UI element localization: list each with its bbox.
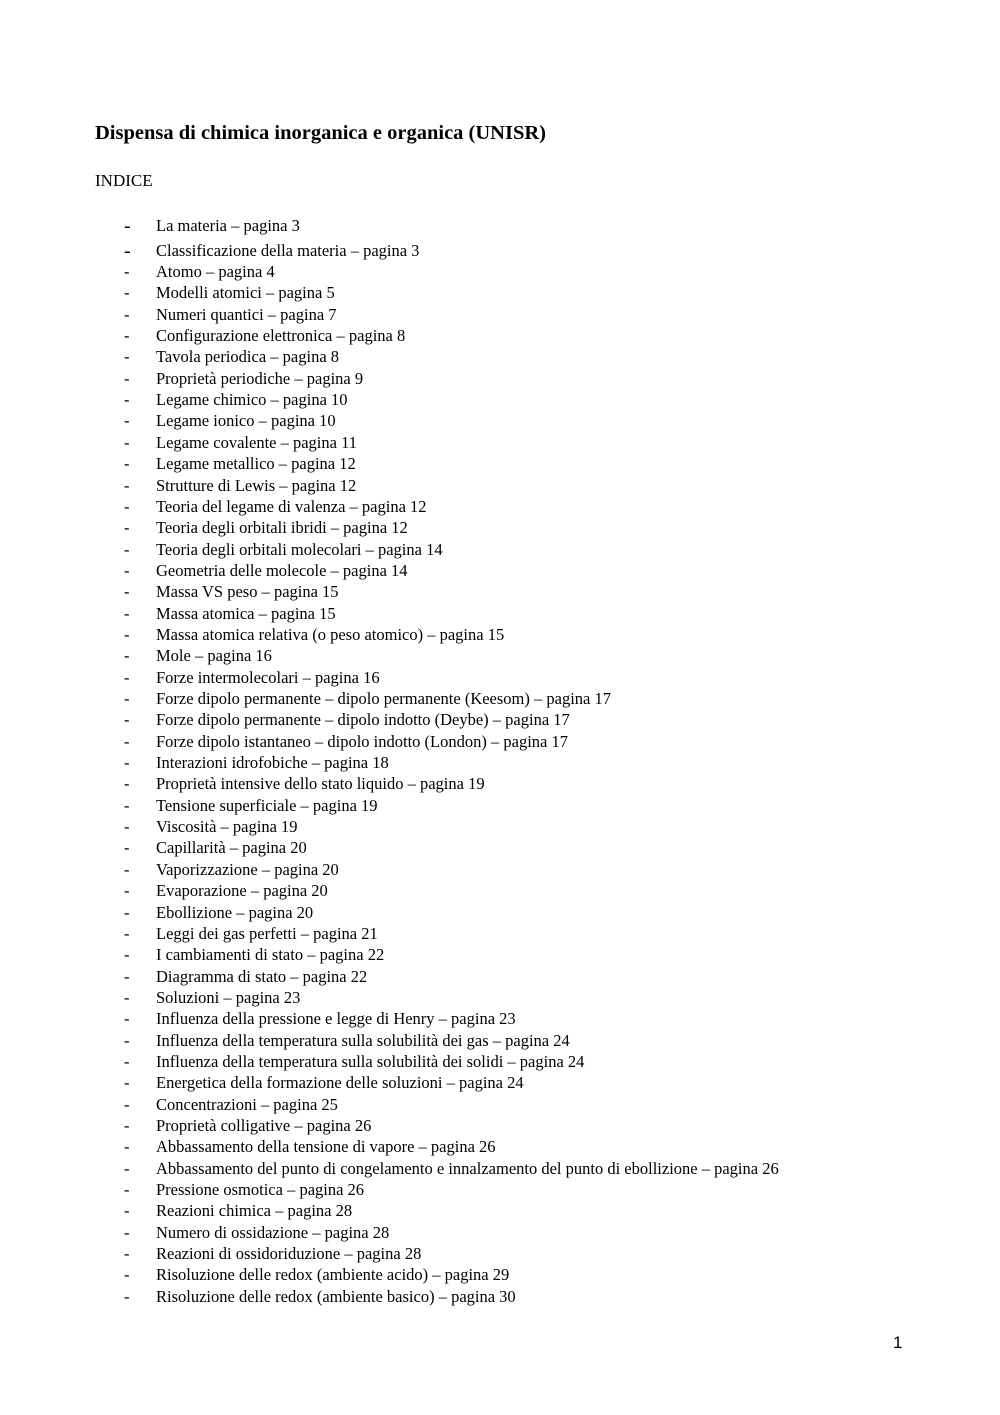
toc-item-text: Abbassamento del punto di congelamento e innalzamento del punto di ebollizione – pagina 26 (156, 1158, 779, 1178)
toc-bullet-dash: - (124, 560, 130, 580)
toc-item-text: Evaporazione – pagina 20 (156, 881, 328, 901)
toc-item-text: Tavola periodica – pagina 8 (156, 347, 340, 367)
toc-item-text: Teoria degli orbitali ibridi – pagina 12 (156, 518, 408, 538)
toc-item (0, 1136, 900, 1158)
toc-item (0, 240, 900, 262)
toc-item (0, 368, 900, 390)
toc-item (0, 346, 900, 368)
toc-bullet-dash: - (124, 262, 130, 281)
toc-bullet-dash: - (124, 326, 130, 346)
toc-item (0, 1072, 900, 1094)
toc-item-text: Pressione osmotica – pagina 26 (156, 1180, 365, 1200)
toc-item (0, 731, 900, 753)
toc-bullet-dash: - (124, 1051, 130, 1071)
toc-item (0, 215, 900, 237)
toc-item (0, 1264, 900, 1286)
toc-item-text: Massa atomica – pagina 15 (156, 603, 336, 623)
toc-item-text: Vaporizzazione – pagina 20 (156, 859, 339, 879)
toc-bullet-dash: - (124, 1137, 130, 1157)
toc-item (0, 389, 900, 411)
toc-bullet-dash: - (124, 347, 130, 367)
toc-item (0, 923, 900, 945)
toc-bullet-dash: - (124, 390, 130, 410)
toc-item (0, 581, 900, 603)
toc-item (0, 1200, 900, 1222)
toc-item-text: Numero di ossidazione – pagina 28 (156, 1222, 390, 1242)
toc-item (0, 1222, 900, 1244)
toc-item-text: Strutture di Lewis – pagina 12 (156, 475, 357, 495)
toc-item-text: Forze dipolo permanente – dipolo permanente (Keesom) – pagina 17 (156, 689, 611, 708)
toc-bullet-dash: - (124, 215, 131, 237)
toc-item-text: Concentrazioni – pagina 25 (156, 1094, 338, 1114)
toc-item-text: Forze intermolecolari – pagina 16 (156, 667, 380, 687)
toc-bullet-dash: - (124, 304, 130, 324)
toc-bullet-dash: - (124, 582, 130, 602)
toc-item-text: Tensione superficiale – pagina 19 (156, 795, 378, 815)
toc-item (0, 795, 900, 817)
toc-item-text: Numeri quantici – pagina 7 (156, 304, 337, 324)
toc-bullet-dash: - (124, 368, 130, 388)
toc-item-text: Risoluzione delle redox (ambiente acido) – pagina 29 (156, 1265, 510, 1285)
toc-bullet-dash: - (124, 1180, 130, 1200)
toc-bullet-dash: - (124, 432, 130, 452)
toc-bullet-dash: - (124, 902, 130, 922)
toc-item (0, 667, 900, 689)
toc-bullet-dash: - (124, 1094, 130, 1114)
toc-bullet-dash: - (124, 518, 130, 538)
toc-bullet-dash: - (124, 475, 130, 495)
toc-bullet-dash: - (124, 240, 131, 262)
toc-bullet-dash: - (124, 624, 130, 644)
toc-item-text: Proprietà periodiche – pagina 9 (156, 368, 364, 388)
toc-item (0, 1158, 900, 1180)
toc-item-text: Influenza della pressione e legge di Henry – pagina 23 (156, 1009, 516, 1029)
toc-item (0, 539, 900, 561)
toc-item (0, 560, 900, 582)
toc-item-text: Proprietà colligative – pagina 26 (156, 1116, 372, 1135)
toc-item (0, 624, 900, 646)
toc-bullet-dash: - (124, 881, 130, 901)
toc-item-text: Reazioni chimica – pagina 28 (156, 1201, 353, 1221)
toc-bullet-dash: - (124, 454, 130, 474)
toc-item-text: Modelli atomici – pagina 5 (156, 283, 335, 303)
toc-item (0, 475, 900, 497)
toc-item-text: Teoria del legame di valenza – pagina 12 (156, 496, 427, 516)
toc-item (0, 709, 900, 731)
toc-bullet-dash: - (124, 1116, 130, 1135)
toc-item (0, 261, 900, 283)
toc-item (0, 603, 900, 625)
toc-item-text: Energetica della formazione delle soluzioni – pagina 24 (156, 1073, 524, 1093)
toc-item-text: Risoluzione delle redox (ambiente basico) – pagina 30 (156, 1286, 516, 1306)
toc-item (0, 816, 900, 838)
toc-bullet-dash: - (124, 859, 130, 879)
toc-bullet-dash: - (124, 1030, 130, 1050)
toc-item (0, 880, 900, 902)
toc-bullet-dash: - (124, 1158, 130, 1178)
toc-bullet-dash: - (124, 1073, 130, 1093)
toc-item-text: Mole – pagina 16 (156, 646, 272, 666)
toc-item (0, 1243, 900, 1265)
toc-item (0, 966, 900, 988)
toc-item-text: Massa VS peso – pagina 15 (156, 582, 339, 602)
toc-bullet-dash: - (124, 966, 130, 986)
toc-item (0, 304, 900, 326)
toc-bullet-dash: - (124, 1201, 130, 1221)
toc-item (0, 902, 900, 924)
toc-item-text: Diagramma di stato – pagina 22 (156, 966, 368, 986)
toc-item-text: Ebollizione – pagina 20 (156, 902, 314, 922)
toc-item-text: Leggi dei gas perfetti – pagina 21 (156, 923, 378, 943)
index-heading: INDICE (95, 171, 153, 190)
toc-item (0, 837, 900, 859)
toc-item-text: La materia – pagina 3 (156, 216, 300, 235)
toc-item-text: Capillarità – pagina 20 (156, 838, 307, 858)
toc-item-text: Viscosità – pagina 19 (156, 817, 298, 837)
toc-item-text: Massa atomica relativa (o peso atomico) – pagina 15 (156, 624, 505, 644)
toc-bullet-dash: - (124, 731, 130, 751)
toc-item (0, 1115, 900, 1137)
toc-item-text: Legame chimico – pagina 10 (156, 390, 348, 410)
toc-item (0, 688, 900, 710)
toc-bullet-dash: - (124, 795, 130, 815)
toc-item-text: Legame metallico – pagina 12 (156, 454, 356, 474)
toc-bullet-dash: - (124, 945, 130, 965)
toc-item (0, 773, 900, 795)
toc-item-text: Influenza della temperatura sulla solubilità dei gas – pagina 24 (156, 1030, 570, 1050)
toc-item-text: I cambiamenti di stato – pagina 22 (156, 945, 385, 965)
toc-item-text: Abbassamento della tensione di vapore – pagina 26 (156, 1137, 496, 1157)
toc-item-text: Geometria delle molecole – pagina 14 (156, 560, 408, 580)
toc-item-text: Teoria degli orbitali molecolari – pagina 14 (156, 539, 443, 559)
toc-bullet-dash: - (124, 710, 130, 730)
toc-bullet-dash: - (124, 689, 130, 708)
toc-item (0, 859, 900, 881)
toc-bullet-dash: - (124, 838, 130, 858)
toc-bullet-dash: - (124, 667, 130, 687)
toc-item (0, 1179, 900, 1201)
toc-bullet-dash: - (124, 1286, 130, 1306)
toc-bullet-dash: - (124, 283, 130, 303)
toc-item-text: Configurazione elettronica – pagina 8 (156, 326, 406, 346)
toc-bullet-dash: - (124, 411, 130, 431)
toc-bullet-dash: - (124, 496, 130, 516)
toc-item (0, 987, 900, 1009)
toc-bullet-dash: - (124, 753, 130, 773)
toc-item (0, 410, 900, 432)
toc-item (0, 432, 900, 454)
toc-item (0, 1286, 900, 1308)
toc-item-text: Classificazione della materia – pagina 3 (156, 241, 420, 260)
toc-bullet-dash: - (124, 923, 130, 943)
toc-item (0, 517, 900, 539)
page-number: 1 (893, 1333, 903, 1352)
toc-item-text: Influenza della temperatura sulla solubilità dei solidi – pagina 24 (156, 1051, 585, 1071)
toc-item (0, 325, 900, 347)
toc-item (0, 1051, 900, 1073)
toc-item-text: Forze dipolo permanente – dipolo indotto (Deybe) – pagina 17 (156, 710, 570, 730)
toc-item-text: Atomo – pagina 4 (156, 262, 275, 281)
toc-item (0, 645, 900, 667)
toc-item (0, 944, 900, 966)
toc-item (0, 1008, 900, 1030)
toc-item-text: Reazioni di ossidoriduzione – pagina 28 (156, 1244, 422, 1264)
toc-item-text: Legame ionico – pagina 10 (156, 411, 336, 431)
toc-item-text: Forze dipolo istantaneo – dipolo indotto (London) – pagina 17 (156, 731, 568, 751)
toc-bullet-dash: - (124, 1265, 130, 1285)
toc-bullet-dash: - (124, 603, 130, 623)
toc-item (0, 752, 900, 774)
toc-bullet-dash: - (124, 646, 130, 666)
toc-item (0, 1094, 900, 1116)
toc-item-text: Legame covalente – pagina 11 (156, 432, 357, 452)
toc-bullet-dash: - (124, 1222, 130, 1242)
toc-bullet-dash: - (124, 1009, 130, 1029)
toc-item (0, 282, 900, 304)
toc-item (0, 453, 900, 475)
toc-item (0, 1030, 900, 1052)
toc-item (0, 496, 900, 518)
document-title: Dispensa di chimica inorganica e organica (UNISR) (95, 122, 546, 144)
toc-bullet-dash: - (124, 817, 130, 837)
toc-bullet-dash: - (124, 1244, 130, 1264)
toc-bullet-dash: - (124, 987, 130, 1007)
toc-bullet-dash: - (124, 774, 130, 794)
toc-item-text: Proprietà intensive dello stato liquido – pagina 19 (156, 774, 485, 794)
toc-item-text: Interazioni idrofobiche – pagina 18 (156, 753, 389, 773)
toc-item-text: Soluzioni – pagina 23 (156, 987, 301, 1007)
toc-bullet-dash: - (124, 539, 130, 559)
